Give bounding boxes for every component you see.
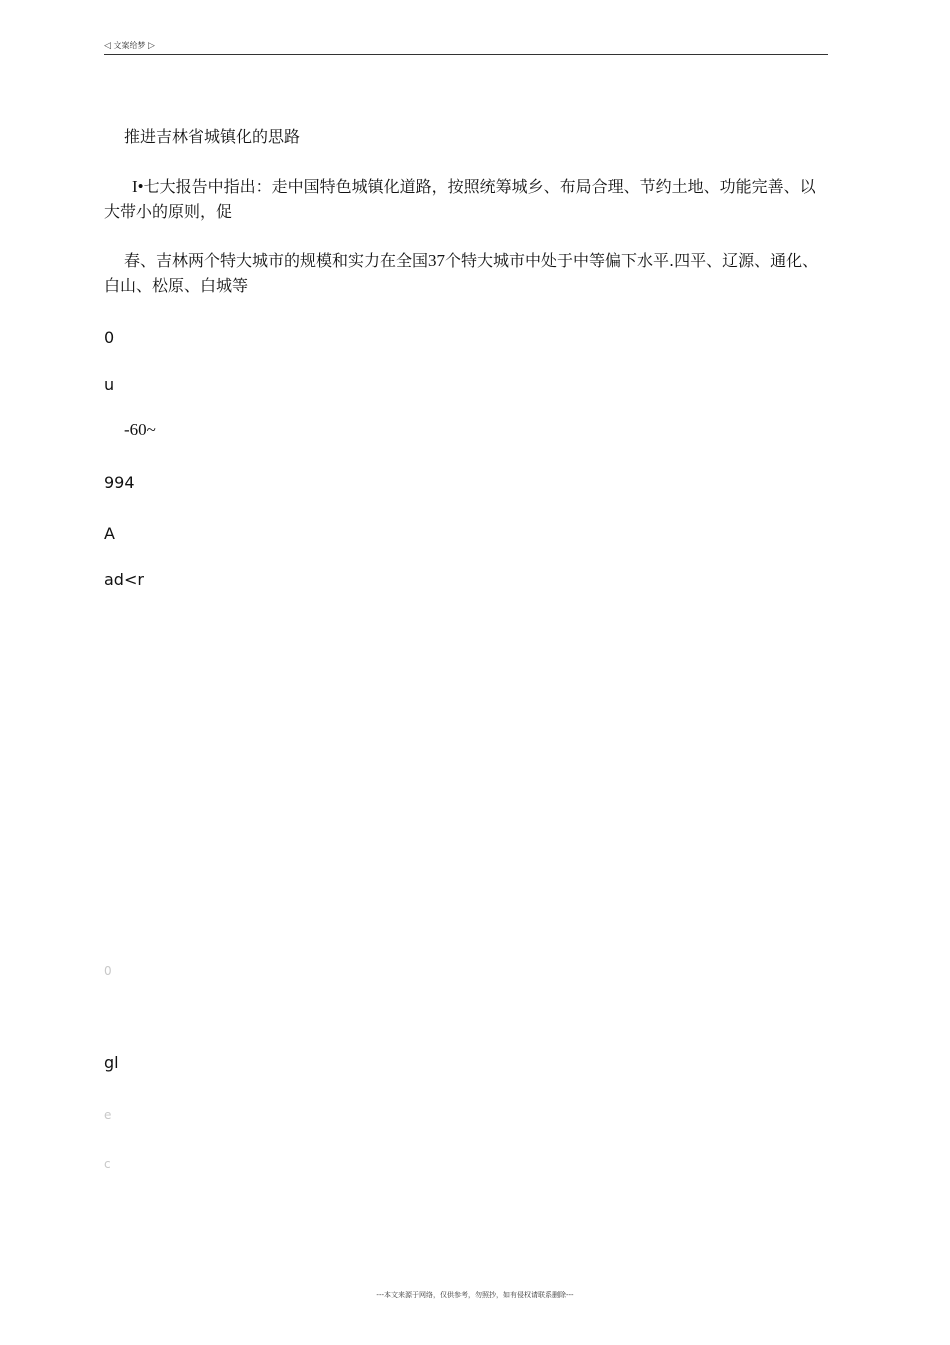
faint-fragment-1: 0	[104, 964, 112, 978]
paragraph-2-number: 37	[428, 251, 446, 270]
page-footer: ---本文来源于网络，仅供参考，勿照抄，如有侵权请联系删除---	[376, 1291, 574, 1299]
header-brand: 文案给梦	[113, 41, 146, 50]
left-triangle-icon: ◁	[104, 41, 111, 51]
paragraph-1-text: 七大报告中指出：走中国特色城镇化道路，按照统筹城乡、布局合理、节约土地、功能完善、以大带小的原则，促	[104, 177, 816, 221]
document-title: 推进吉林省城镇化的思路	[124, 127, 301, 146]
fragment-1: 0	[104, 328, 115, 347]
fragment-5: A	[104, 524, 115, 543]
right-triangle-icon: ▷	[148, 41, 155, 51]
header-brand-group	[104, 40, 155, 52]
paragraph-2-text-a: 春、吉林两个特大城市的规模和实力在全国	[124, 251, 429, 270]
paragraph-2	[104, 248, 828, 298]
page-header	[104, 40, 828, 55]
faint-fragment-3: c	[104, 1157, 111, 1171]
paragraph-1-lead: I•	[132, 177, 144, 196]
paragraph-1	[104, 174, 828, 224]
fragment-2: u	[104, 375, 115, 394]
fragment-4: 994	[104, 473, 135, 492]
fragment-8: gl	[104, 1053, 119, 1072]
fragment-3: -60~	[124, 420, 156, 439]
paragraph-2-text-b: 个特大城市中处于中等偏下水平.四平、辽源、通化、白山、松原、白城等	[104, 251, 819, 295]
fragment-6: ad<r	[104, 570, 144, 589]
faint-fragment-2: e	[104, 1108, 112, 1122]
